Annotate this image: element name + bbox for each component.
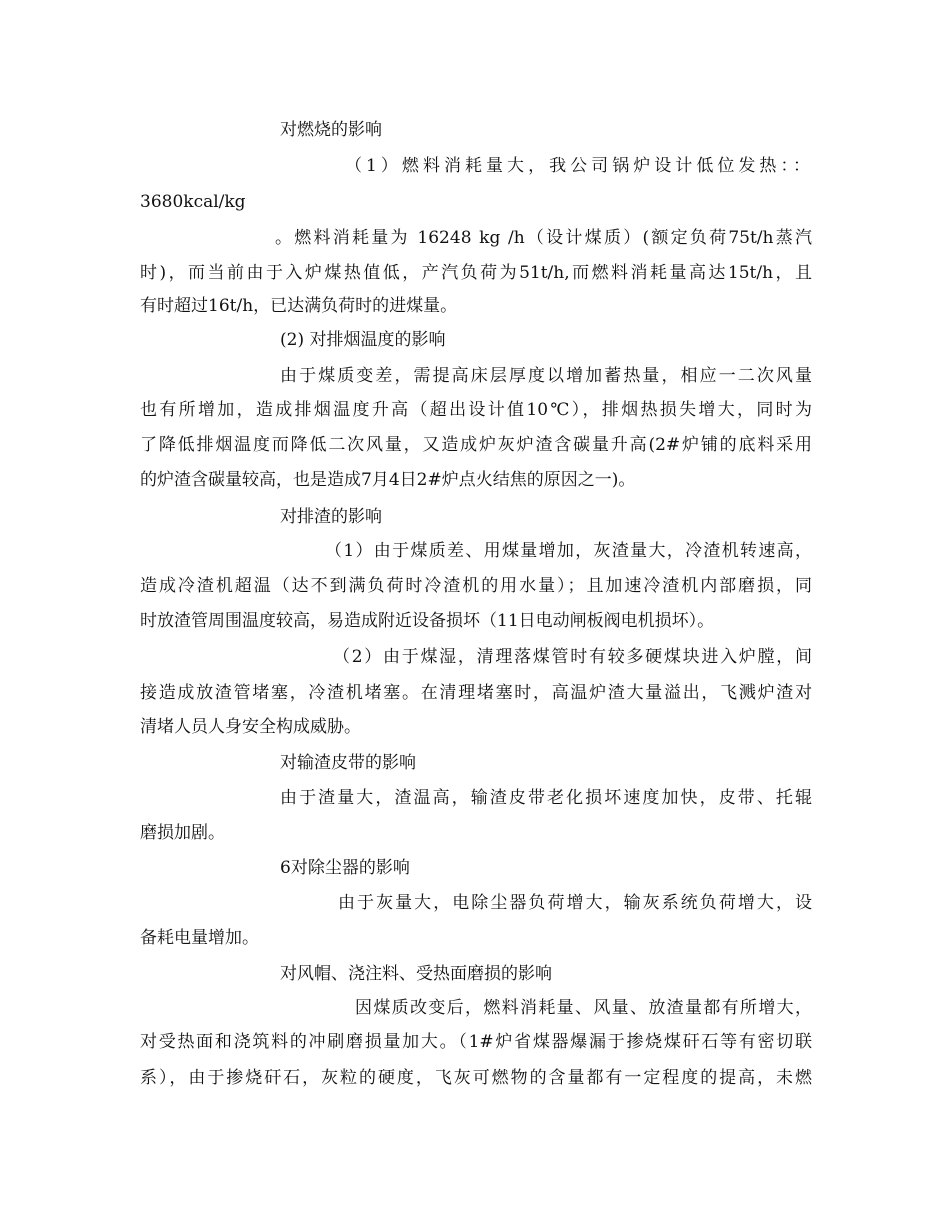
paragraph-line: 了降低排烟温度而降低二次风量，又造成炉灰炉渣含碳量升高(2#炉铺的底料采用 <box>140 435 812 455</box>
section-heading-wear: 对风帽、浇注料、受热面磨损的影响 <box>280 964 552 984</box>
section-heading-dust-collector: 6对除尘器的影响 <box>280 858 410 878</box>
paragraph-line: 因煤质改变后，燃料消耗量、风量、放渣量都有所增大， <box>355 998 812 1018</box>
paragraph-line: 有时超过16t/h，已达满负荷时的进煤量。 <box>140 296 458 316</box>
paragraph-line: （1）燃料消耗量大，我公司锅炉设计低位发热：： <box>345 156 810 176</box>
paragraph-line: 时)，而当前由于入炉煤热值低，产汽负荷为51t/h,而燃料消耗量高达15t/h，且 <box>140 263 812 283</box>
paragraph-line: 的炉渣含碳量较高，也是造成7月4日2#炉点火结焦的原因之一)。 <box>140 470 636 490</box>
paragraph-line: 由于灰量大，电除尘器负荷增大，输灰系统负荷增大，设 <box>338 893 812 913</box>
paragraph-line: 磨损加剧。 <box>140 823 225 843</box>
section-heading-slag-discharge: 对排渣的影响 <box>280 507 382 527</box>
paragraph-line: 由于煤质变差，需提高床层厚度以增加蓄热量，相应一二次风量 <box>280 366 812 386</box>
paragraph-line: 时放渣管周围温度较高，易造成附近设备损坏（11日电动闸板阀电机损坏）。 <box>140 611 715 631</box>
paragraph-line: （1）由于煤质差、用煤量增加，灰渣量大，冷渣机转速高， <box>325 541 812 561</box>
paragraph-line: 造成冷渣机超温（达不到满负荷时冷渣机的用水量）；且加速冷渣机内部磨损，同 <box>140 576 812 596</box>
paragraph-line: 由于渣量大，渣温高，输渣皮带老化损坏速度加快，皮带、托辊 <box>280 788 812 808</box>
paragraph-line: 清堵人员人身安全构成威胁。 <box>140 717 361 737</box>
section-heading-slag-conveyor-belt: 对输渣皮带的影响 <box>280 753 416 773</box>
section-heading-combustion: 对燃烧的影响 <box>280 120 382 140</box>
paragraph-line: （2）由于煤湿，清理落煤管时有较多硬煤块进入炉膛，间 <box>333 647 812 667</box>
paragraph-line: 系），由于掺烧矸石，灰粒的硬度，飞灰可燃物的含量都有一定程度的提高，未燃 <box>140 1068 812 1088</box>
paragraph-line: 接造成放渣管堵塞，冷渣机堵塞。在清理堵塞时，高温炉渣大量溢出，飞溅炉渣对 <box>140 683 812 703</box>
paragraph-line: 也有所增加，造成排烟温度升高（超出设计值10℃），排烟热损失增大，同时为 <box>140 400 812 420</box>
paragraph-line: 对受热面和浇筑料的冲刷磨损量加大。（1#炉省煤器爆漏于掺烧煤矸石等有密切联 <box>140 1032 812 1052</box>
paragraph-line: 备耗电量增加。 <box>140 928 259 948</box>
section-heading-exhaust-temperature: (2) 对排烟温度的影响 <box>280 330 446 350</box>
paragraph-line: 3680kcal/kg <box>140 192 246 212</box>
paragraph-line: 。燃料消耗量为 16248 kg /h（设计煤质）(额定负荷75t/h蒸汽 <box>275 228 812 248</box>
